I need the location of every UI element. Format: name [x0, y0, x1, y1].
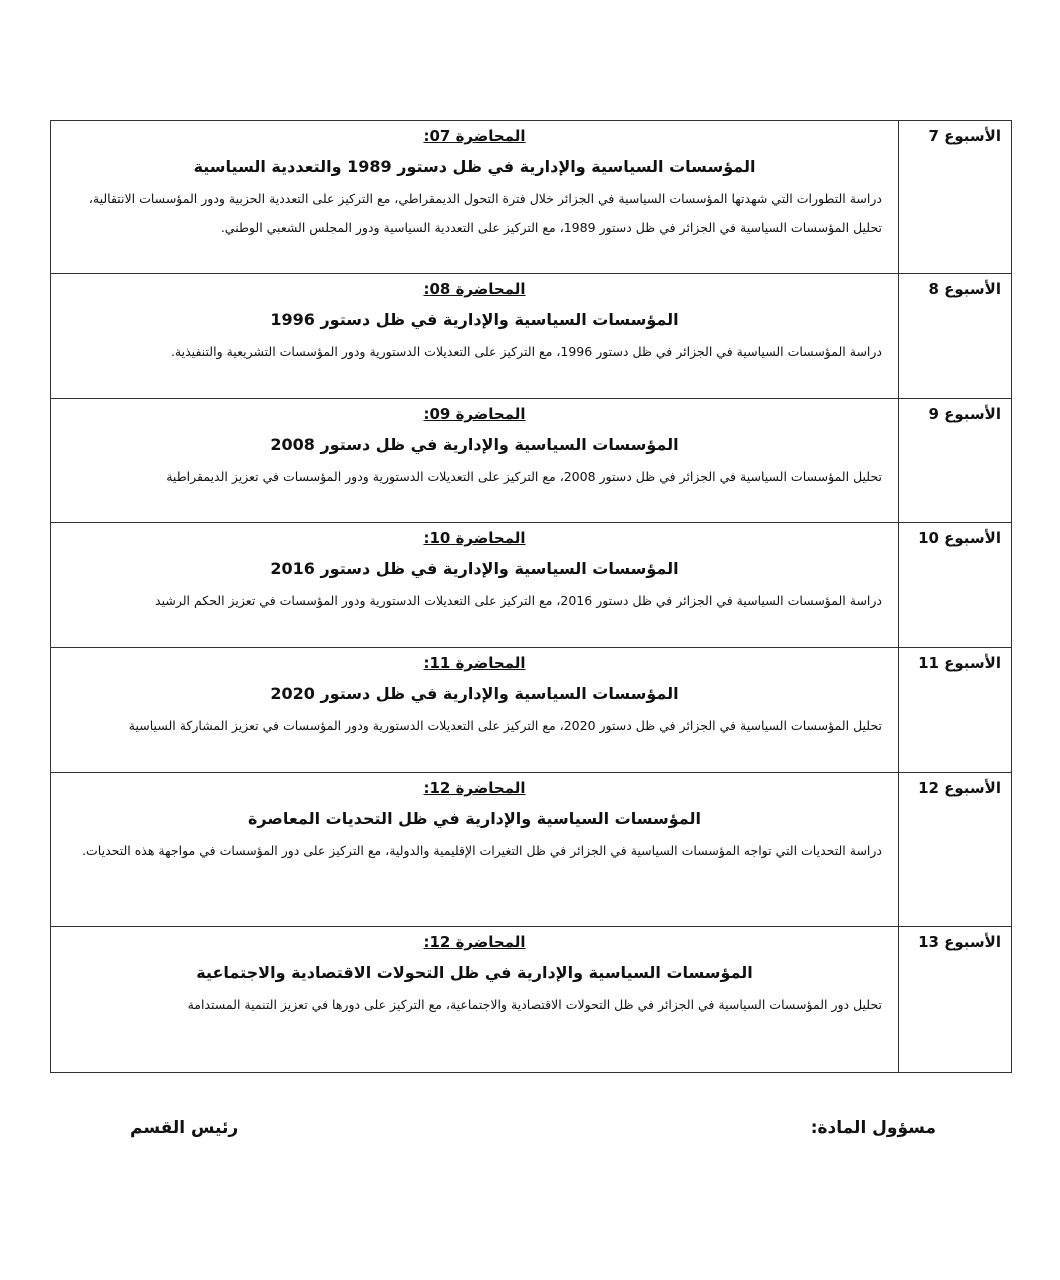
lecture-description: دراسة التطورات التي شهدتها المؤسسات السياسية في الجزائر خلال فترة التحول الديمقراطي، مع التركيز على التعددية الحزبية ودور المؤسسات الانتقالية، تحليل المؤسسات السياسية في الجزائر في ظل دستور 1989، مع التركيز على التعددية السياسية ودور المجلس الشعبي الوطني.: [88, 191, 882, 235]
week-cell: [899, 274, 1012, 399]
lecture-description: دراسة التحديات التي تواجه المؤسسات السياسية في الجزائر في ظل التغيرات الإقليمية والدولية، مع التركيز على دور المؤسسات في مواجهة هذه التحديات.: [82, 843, 882, 858]
week-label: الأسبوع 7: [928, 127, 1001, 145]
lecture-description: دراسة المؤسسات السياسية في الجزائر في ظل دستور 1996، مع التركيز على التعديلات الدستورية ودور المؤسسات التشريعية والتنفيذية.: [170, 344, 882, 359]
table-row: [51, 121, 1012, 274]
department-head-signature-label: رئيس القسم: [130, 1118, 239, 1138]
week-label: الأسبوع 8: [928, 280, 1001, 298]
lecture-number: المحاضرة 08:: [423, 280, 526, 298]
lecture-description: دراسة المؤسسات السياسية في الجزائر في ظل دستور 2016، مع التركيز على التعديلات الدستورية ودور المؤسسات في تعزيز الحكم الرشيد: [155, 593, 882, 608]
lecture-cell: [51, 399, 899, 523]
lecture-title: المؤسسات السياسية والإدارية في ظل التحديات المعاصرة: [247, 809, 702, 828]
lecture-number: المحاضرة 11:: [423, 654, 526, 672]
lecture-cell: [51, 121, 899, 274]
table-row: [51, 773, 1012, 927]
lecture-number: المحاضرة 10:: [423, 529, 526, 547]
lecture-title: المؤسسات السياسية والإدارية في ظل دستور 2008: [270, 435, 679, 454]
lecture-number: المحاضرة 09:: [423, 405, 526, 423]
course-officer-signature-label: مسؤول المادة:: [810, 1118, 936, 1138]
lecture-title: المؤسسات السياسية والإدارية في ظل دستور 2020: [270, 684, 679, 703]
lecture-number: المحاضرة 12:: [423, 933, 526, 951]
week-label: الأسبوع 9: [928, 405, 1001, 423]
table-row: [51, 399, 1012, 523]
lecture-title: المؤسسات السياسية والإدارية في ظل التحولات الاقتصادية والاجتماعية: [196, 963, 753, 982]
lecture-schedule-table: [50, 120, 1012, 1073]
lecture-title: المؤسسات السياسية والإدارية في ظل دستور 1989 والتعددية السياسية: [193, 157, 756, 176]
week-cell: [899, 523, 1012, 648]
lecture-title: المؤسسات السياسية والإدارية في ظل دستور 2016: [270, 559, 679, 578]
week-label: الأسبوع 12: [918, 779, 1001, 797]
table-row: [51, 523, 1012, 648]
lecture-cell: [51, 274, 899, 399]
table-row: [51, 927, 1012, 1073]
lecture-number: المحاضرة 07:: [423, 127, 526, 145]
week-cell: [899, 927, 1012, 1073]
table-row: [51, 648, 1012, 773]
lecture-cell: [51, 648, 899, 773]
lecture-title: المؤسسات السياسية والإدارية في ظل دستور 1996: [270, 310, 679, 329]
lecture-cell: [51, 773, 899, 927]
week-label: الأسبوع 11: [918, 654, 1001, 672]
week-cell: [899, 121, 1012, 274]
lecture-cell: [51, 927, 899, 1073]
lecture-description: تحليل المؤسسات السياسية في الجزائر في ظل دستور 2008، مع التركيز على التعديلات الدستورية ودور المؤسسات في تعزيز الديمقراطية: [166, 469, 882, 484]
lecture-cell: [51, 523, 899, 648]
week-cell: [899, 773, 1012, 927]
week-cell: [899, 399, 1012, 523]
week-label: الأسبوع 10: [918, 529, 1001, 547]
week-cell: [899, 648, 1012, 773]
week-label: الأسبوع 13: [918, 933, 1001, 951]
lecture-description: تحليل المؤسسات السياسية في الجزائر في ظل دستور 2020، مع التركيز على التعديلات الدستورية ودور المؤسسات في تعزيز المشاركة السياسية: [128, 718, 882, 733]
lecture-description: تحليل دور المؤسسات السياسية في الجزائر في ظل التحولات الاقتصادية والاجتماعية، مع التركيز على دورها في تعزيز التنمية المستدامة: [187, 997, 882, 1012]
lecture-number: المحاضرة 12:: [423, 779, 526, 797]
table-row: [51, 274, 1012, 399]
